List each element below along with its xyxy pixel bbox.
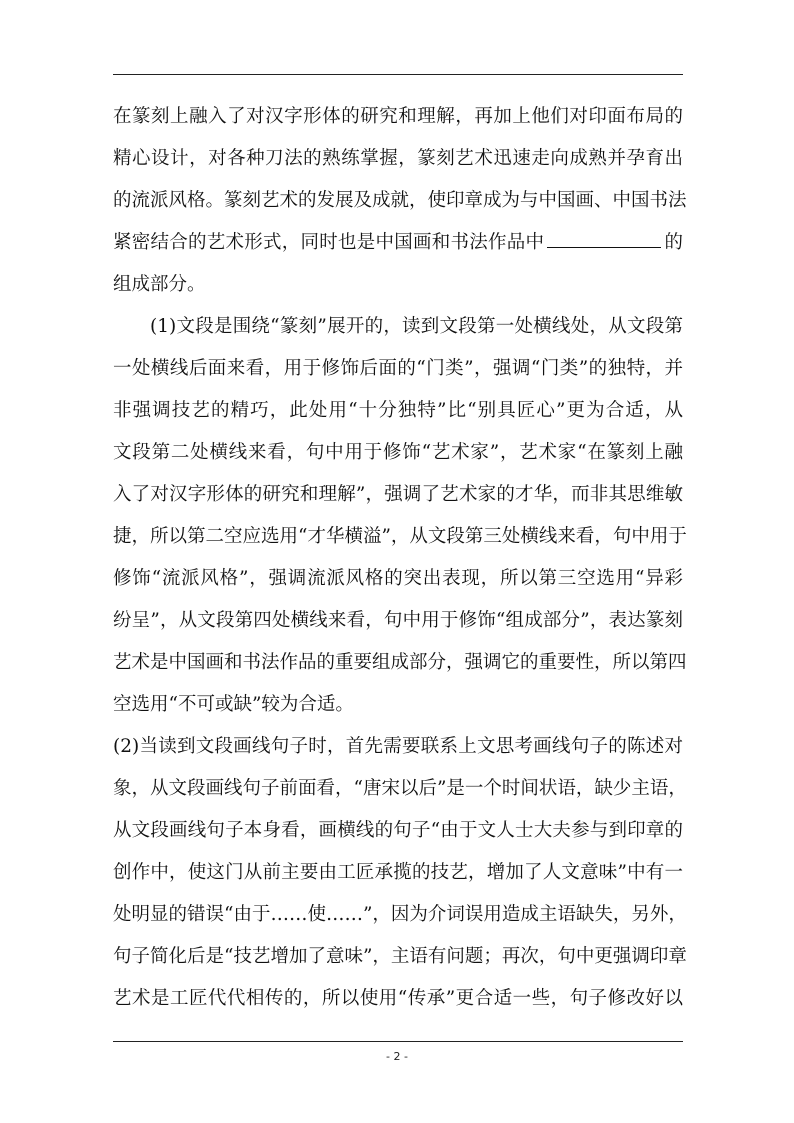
text-line: (1)文段是围绕“篆刻”展开的，读到文段第一处横线处，从文段第 [150, 316, 683, 337]
text-line: 文段第二处横线来看，句中用于修饰“艺术家”，艺术家“在篆刻上融 [113, 442, 683, 463]
footer-rule [113, 1041, 683, 1042]
text-line: 非强调技艺的精巧，此处用“十分独特”比“别具匠心”更为合适，从 [113, 400, 683, 421]
text-line: 捷，所以第二空应选用“才华横溢”，从文段第三处横线来看，句中用于 [113, 526, 687, 547]
text-line: 精心设计，对各种刀法的熟练掌握，篆刻艺术迅速走向成熟并孕育出 [113, 148, 683, 169]
text-line: 入了对汉字形体的研究和理解”，强调了艺术家的才华，而非其思维敏 [113, 484, 683, 505]
text-line: 艺术是中国画和书法作品的重要组成部分，强调它的重要性，所以第四 [113, 652, 687, 673]
text-line: 象，从文段画线句子前面看，“唐宋以后”是一个时间状语，缺少主语， [113, 778, 687, 799]
text-line: 句子简化后是“技艺增加了意味”，主语有问题；再次，句中更强调印章 [113, 946, 687, 967]
text-line: 修饰“流派风格”，强调流派风格的突出表现，所以第三空选用“异彩 [113, 568, 683, 589]
text-line: 一处横线后面来看，用于修饰后面的“门类”，强调“门类”的独特，并 [113, 358, 683, 379]
text-line-with-blank [113, 222, 683, 264]
text-line: 在篆刻上融入了对汉字形体的研究和理解，再加上他们对印面布局的 [113, 106, 683, 127]
text-line: 纷呈”，从文段第四处横线来看，句中用于修饰“组成部分”，表达篆刻 [113, 610, 683, 631]
text-line: 空选用“不可或缺”较为合适。 [113, 694, 354, 715]
text-segment: 紧密结合的艺术形式，同时也是中国画和书法作品中 [113, 232, 545, 253]
page-number: - 2 - [386, 1050, 408, 1063]
fill-in-blank [547, 229, 661, 248]
text-line: (2)当读到文段画线句子时，首先需要联系上文思考画线句子的陈述对 [113, 736, 683, 757]
document-body [113, 96, 687, 1020]
text-line: 艺术是工匠代代相传的，所以使用“传承”更合适一些，句子修改好以 [113, 988, 683, 1009]
text-segment: 的 [664, 232, 683, 253]
text-line: 创作中，使这门从前主要由工匠承揽的技艺，增加了人文意味”中有一 [113, 862, 683, 883]
text-line: 从文段画线句子本身看，画横线的句子“由于文人士大夫参与到印章的 [113, 820, 683, 841]
text-line: 组成部分。 [113, 274, 206, 295]
header-rule [113, 74, 683, 75]
text-line: 处明显的错误“由于……使……”，因为介词误用造成主语缺失，另外， [113, 904, 687, 925]
text-line: 的流派风格。篆刻艺术的发展及成就，使印章成为与中国画、中国书法 [113, 190, 687, 211]
